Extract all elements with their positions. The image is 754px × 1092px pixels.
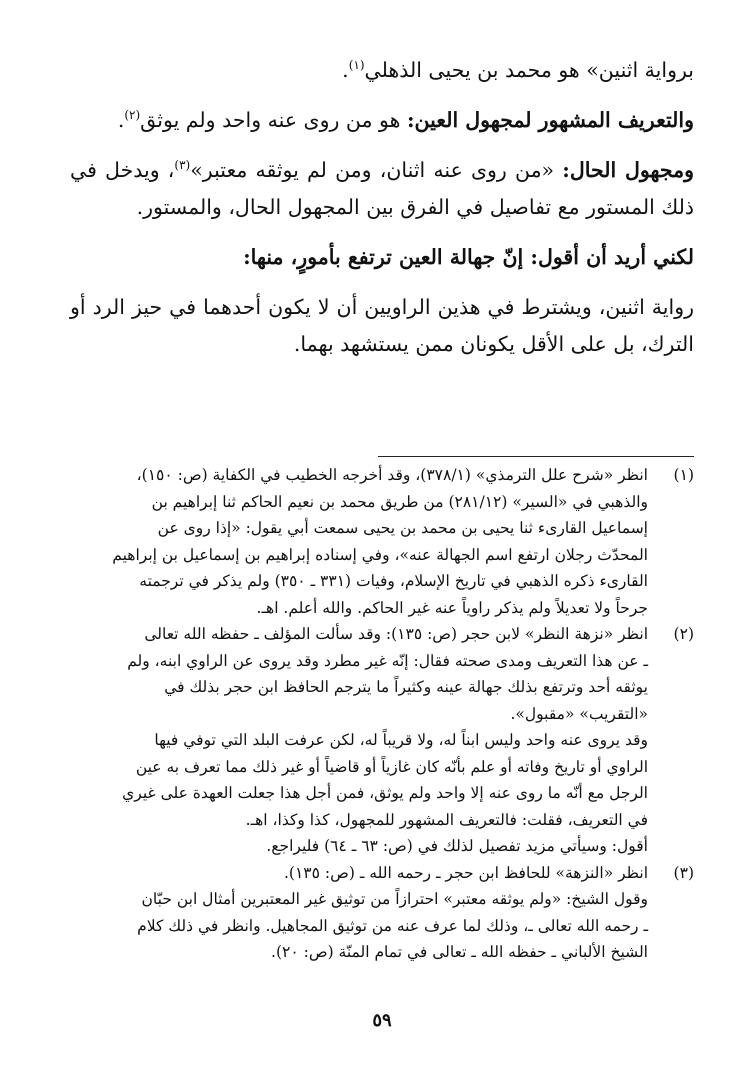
paragraph-2-end: . [117, 108, 125, 132]
footnote-line: ـ عن هذا التعريف ومدى صحته فقال: إنّه غير مطرد وقد يروى عن الراوي ابنه، ولم [127, 651, 648, 670]
footnote-line: إسماعيل القارىء ثنا يحيى بن محمد بن يحيى سمعت أبي يقول: «إذا روى عن [157, 519, 648, 537]
paragraph-1-end: . [342, 58, 349, 82]
footnote-line: انظر «النزهة» للحافظ ابن حجر ـ رحمه الله ـ (ص: ١٣٥). [284, 863, 648, 882]
paragraph-1 [70, 52, 694, 89]
footnote-number: (٢) [673, 625, 694, 643]
footnote-line: الرجل مع أنّه ما روى عنه إلا واحد ولم يوثق، فمن أجل هذا جعلت العهدة على غيري [122, 784, 648, 802]
paragraph-3-text-continued: ، ويدخل في ذلك المستور مع تفاصيل في الفرق بين المجهول الحال، والمستور. [70, 158, 694, 219]
paragraph-4-heading: لكني أريد أن أقول: إنّ جهالة العين ترتفع بأمورٍ، منها: [243, 245, 694, 269]
footnote-line: انظر «نزهة النظر» لابن حجر (ص: ١٣٥): وقد سألت المؤلف ـ حفظه الله تعالى [144, 625, 648, 643]
footnote-number: (٣) [673, 863, 694, 882]
paragraph-2 [70, 102, 694, 139]
footnotes-section [70, 462, 694, 966]
footnote-2 [70, 621, 694, 860]
document-page [70, 0, 694, 1092]
footnote-line: وقول الشيخ: «ولم يوثقه معتبر» احترازاً من توثيق غير المعتبرين أمثال ابن حبّان [141, 890, 648, 908]
footnote-line: أقول: وسيأتي مزيد تفصيل لذلك في (ص: ٦٣ ـ ٦٤) فليراجع. [266, 837, 648, 855]
footnote-line: القارىء ذكره الذهبي في تاريخ الإسلام، وفيات (٣٣١ ـ ٣٥٠) ولم يذكر في ترجمته [139, 572, 648, 590]
footnote-line: والذهبي في «السير» (٢٨١/١٢) من طريق محمد بن نعيم الحاكم ثنا إبراهيم بن [151, 492, 648, 511]
footnote-line: «التقريب» «مقبول». [510, 704, 648, 723]
footnote-ref-3[interactable]: (٣) [174, 158, 191, 173]
footnote-line: وقد يروى عنه واحد وليس ابناً له، ولا قريباً له، لكن عرفت البلد التي توفي فيها [154, 731, 648, 749]
footnote-separator [378, 456, 694, 457]
term-majhul-al-hal: ومجهول الحال: [562, 158, 694, 182]
footnote-line: انظر «شرح علل الترمذي» (٣٧٨/١)، وقد أخرجه الخطيب في الكفاية (ص: ١٥٠)، [136, 466, 648, 484]
footnote-line: يوثقه أحد وترتفع بذلك جهالة عينه وكثيراً ما يترجم الحافظ ابن حجر بذلك في [164, 678, 648, 696]
paragraph-3 [70, 152, 694, 226]
footnote-line: ـ رحمه الله تعالى ـ، وذلك لما عرف عنه من توثيق المجاهيل. وانظر في ذلك كلام [137, 916, 648, 935]
paragraph-5: رواية اثنين، ويشترط في هذين الراويين أن لا يكون أحدهما في حيز الرد أو الترك، بل على الأقل يكونان ممن يستشهد بهما. [70, 295, 694, 356]
footnote-3 [70, 860, 694, 966]
footnote-ref-1[interactable]: (١) [348, 58, 365, 73]
paragraph-2-text: هو من روى عنه واحد ولم يوثق [140, 108, 407, 132]
footnote-line: الشيخ الألباني ـ حفظه الله ـ تعالى في تمام المنّة (ص: ٢٠). [271, 943, 648, 961]
paragraph-3-text: «من روى عنه اثنان، ومن لم يوثقه معتبر» [190, 158, 563, 182]
paragraph-1-text: برواية اثنين» هو محمد بن يحيى الذهلي [364, 58, 694, 82]
term-majhul-al-ayn: والتعريف المشهور لمجهول العين: [406, 108, 694, 132]
footnote-1 [70, 462, 694, 621]
footnote-line: جرحاً ولا تعديلاً ولم يذكر راوياً عنه غير الحاكم. والله أعلم. اهـ. [256, 598, 648, 617]
main-text [70, 52, 694, 363]
footnote-ref-2[interactable]: (٢) [124, 108, 141, 123]
footnote-line: المحدّث رجلان ارتفع اسم الجهالة عنه»، وفي إسناده إبراهيم بن إسماعيل بن إبراهيم [112, 545, 648, 564]
footnote-line: الراوي أو تاريخ وفاته أو علم بأنّه كان غازياً أو قاضياً أو غير ذلك مما تعرف به عين [135, 757, 648, 776]
footnote-number: (١) [673, 466, 694, 484]
page-number: ٥٩ [372, 1010, 392, 1031]
footnote-line: في التعريف، فقلت: فالتعريف المشهور للمجهول، كذا وكذا، اهـ. [245, 810, 648, 829]
